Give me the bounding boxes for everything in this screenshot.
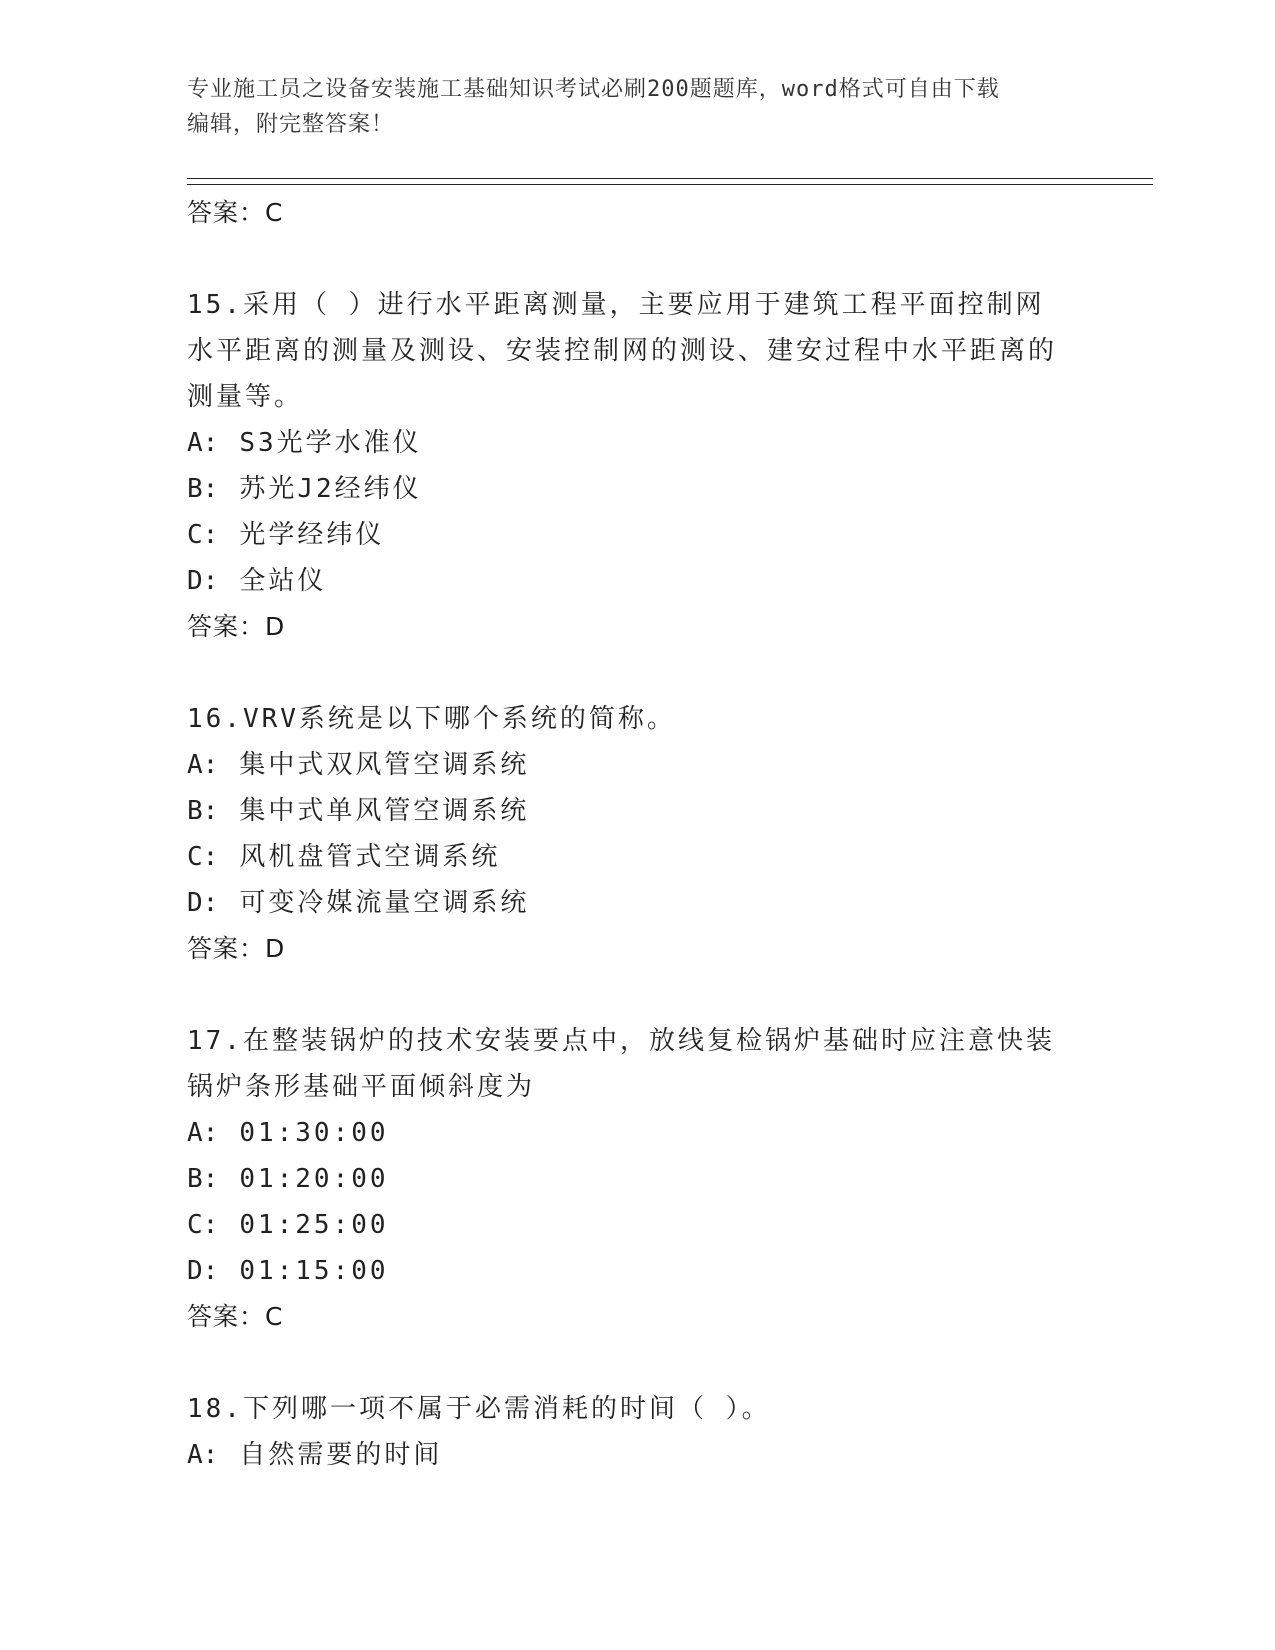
header-rule-bottom	[187, 184, 1153, 185]
option-a: A: 集中式双风管空调系统	[187, 750, 530, 780]
question-16	[187, 696, 1087, 972]
answer: 答案：D	[187, 934, 286, 963]
option-c: C: 01:25:00	[187, 1210, 389, 1240]
question-15	[187, 282, 1087, 650]
answer: 答案：C	[187, 1302, 284, 1331]
answer: 答案：D	[187, 612, 286, 641]
header-line-1: 专业施工员之设备安装施工基础知识考试必刷200题题库，word格式可自由下载	[187, 77, 1000, 102]
question-list	[187, 190, 1087, 1478]
previous-answer: 答案：C	[187, 198, 284, 227]
question-18	[187, 1386, 1087, 1478]
option-c: C: 光学经纬仪	[187, 520, 385, 550]
option-b: B: 01:20:00	[187, 1164, 389, 1194]
option-c: C: 风机盘管式空调系统	[187, 842, 501, 872]
document-header	[187, 72, 1067, 142]
question-text: 18.下列哪一项不属于必需消耗的时间（ ）。	[187, 1394, 771, 1424]
option-a: A: S3光学水准仪	[187, 428, 422, 458]
header-rule-top	[187, 178, 1153, 179]
option-b: B: 苏光J2经纬仪	[187, 474, 422, 504]
option-d: D: 01:15:00	[187, 1256, 389, 1286]
option-a: A: 01:30:00	[187, 1118, 389, 1148]
option-a: A: 自然需要的时间	[187, 1440, 443, 1470]
option-d: D: 可变冷媒流量空调系统	[187, 888, 530, 918]
question-17	[187, 1018, 1087, 1340]
option-b: B: 集中式单风管空调系统	[187, 796, 530, 826]
header-line-2: 编辑，附完整答案！	[187, 112, 395, 137]
question-text: 15.采用（ ）进行水平距离测量，主要应用于建筑工程平面控制网水平距离的测量及测设、安装控制网的测设、建安过程中水平距离的测量等。	[187, 290, 1058, 412]
question-text: 16.VRV系统是以下哪个系统的简称。	[187, 704, 676, 734]
option-d: D: 全站仪	[187, 566, 327, 596]
question-text: 17.在整装锅炉的技术安装要点中，放线复检锅炉基础时应注意快装锅炉条形基础平面倾斜度为	[187, 1026, 1055, 1102]
